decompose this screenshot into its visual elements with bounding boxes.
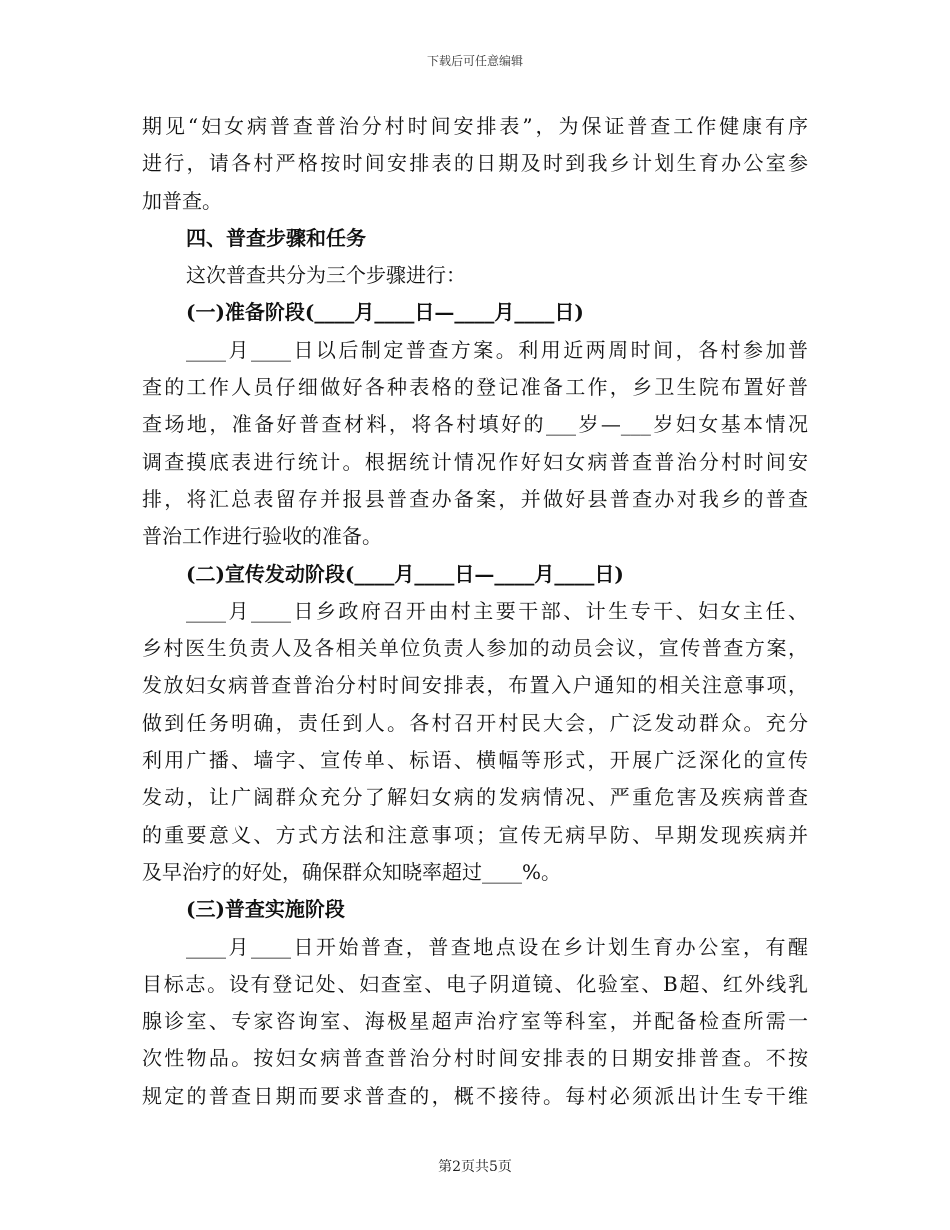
body-line: 利用广播、墙字、宣传单、标语、横幅等形式，开展广泛深化的宣传: [142, 748, 808, 773]
body-line: 加普查。: [142, 188, 222, 213]
body-line: 进行，请各村严格按时间安排表的日期及时到我乡计划生育办公室参: [142, 151, 808, 176]
body-line: 期见“妇女病普查普治分村时间安排表”，为保证普查工作健康有序: [142, 114, 808, 138]
body-line: 发动，让广阔群众充分了解妇女病的发病情况、严重危害及疾病普查: [142, 785, 808, 810]
body-line: 发放妇女病普查普治分村时间安排表，布置入户通知的相关注意事项，: [142, 673, 808, 698]
body-line: 查场地，准备好普查材料，将各村填好的___岁—___岁妇女基本情况: [142, 412, 808, 437]
body-line: 排，将汇总表留存并报县普查办备案，并做好县普查办对我乡的普查: [142, 486, 808, 511]
body-line: 做到任务明确，责任到人。各村召开村民大会，广泛发动群众。充分: [142, 710, 808, 735]
body-line: 查的工作人员仔细做好各种表格的登记准备工作，乡卫生院布置好普: [142, 375, 808, 400]
body-line: 乡村医生负责人及各相关单位负责人参加的动员会议，宣传普查方案，: [142, 636, 808, 661]
page-footer: 第2页共5页: [438, 1159, 512, 1175]
body-line: 目标志。设有登记处、妇查室、电子阴道镜、化验室、B超、红外线乳: [142, 971, 808, 996]
body-line: 及早治疗的好处，确保群众知晓率超过____%。: [142, 859, 562, 884]
body-line: ____月____日以后制定普查方案。利用近两周时间，各村参加普: [186, 337, 808, 362]
section-heading: 四、普查步骤和任务: [186, 225, 366, 250]
body-line: ____月____日开始普查，普查地点设在乡计划生育办公室，有醒: [186, 934, 808, 959]
body-line: 的重要意义、方式方法和注意事项；宣传无病早防、早期发现疾病并: [142, 822, 808, 847]
body-line: ____月____日乡政府召开由村主要干部、计生专干、妇女主任、: [186, 598, 808, 623]
body-line: 次性物品。按妇女病普查普治分村时间安排表的日期安排普查。不按: [142, 1046, 808, 1071]
body-line: 规定的普查日期而要求普查的，概不接待。每村必须派出计生专干维: [142, 1083, 808, 1108]
body-line: 普治工作进行验收的准备。: [142, 524, 382, 549]
page-header: 下载后可任意编辑: [426, 54, 523, 68]
body-line: 腺诊室、专家咨询室、海极星超声治疗室等科室，并配备检查所需一: [142, 1009, 808, 1034]
body-line: 这次普查共分为三个步骤进行：: [186, 263, 466, 288]
section-heading: (三)普查实施阶段: [186, 897, 345, 922]
document-body: [142, 108, 808, 1115]
body-line: 调查摸底表进行统计。根据统计情况作好妇女病普查普治分村时间安: [142, 449, 808, 474]
section-heading: (二)宣传发动阶段(____月____日—____月____日): [186, 561, 624, 586]
section-heading: (一)准备阶段(____月____日—____月____日): [186, 300, 584, 325]
